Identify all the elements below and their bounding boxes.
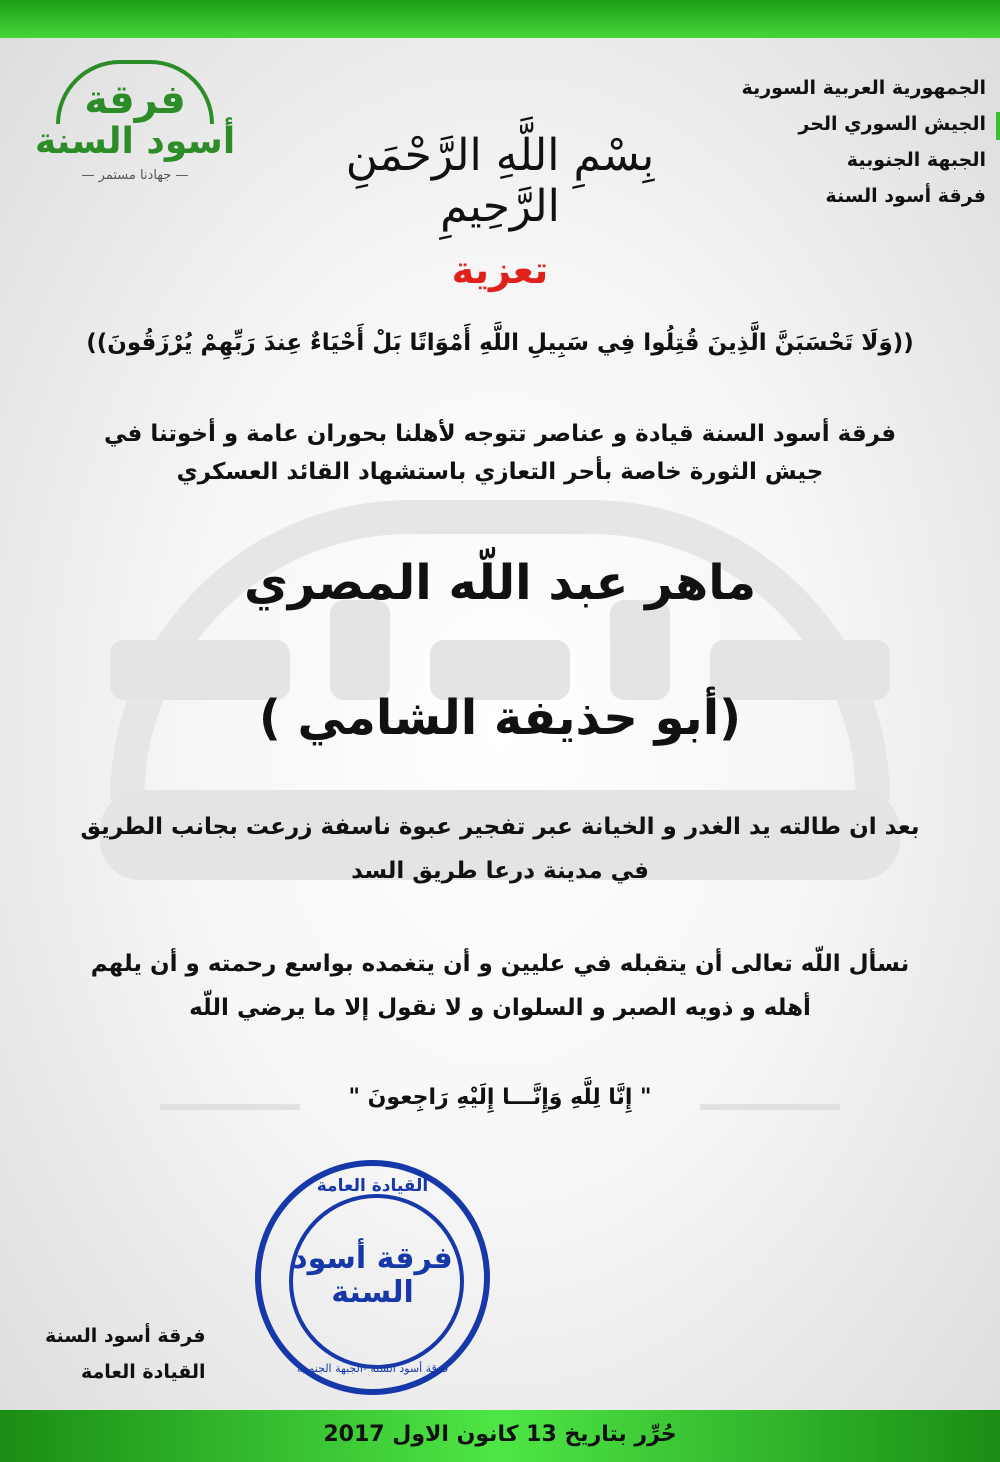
closing-quote: " إِنَّا لِلَّهِ وَإِنَّـــا إِلَيْهِ رَاجِعونَ "	[348, 1085, 652, 1110]
issue-date: حُرِّر بتاريخ 13 كانون الاول 2017	[323, 1422, 677, 1447]
accent-bar	[996, 112, 1000, 140]
paragraph-1	[30, 415, 970, 491]
logo-slogan: — جهادنا مستمر —	[81, 168, 189, 183]
stamp-top-text: القيادة العامة	[316, 1176, 429, 1196]
text-line: بعد ان طالته يد الغدر و الخيانة عبر تفجير عبوة ناسفة زرعت بجانب الطريق	[80, 814, 920, 840]
header-line: الجيش السوري الحر	[798, 113, 986, 135]
signature-block	[45, 1318, 206, 1390]
header-block	[742, 70, 986, 214]
text-line: في مدينة درعا طريق السد	[351, 858, 649, 884]
martyr-name: ماهر عبد اللّه المصري	[243, 555, 757, 611]
stamp-middle-text: فرقة أسود السنة	[292, 1241, 453, 1310]
text-line: نسأل اللّه تعالى أن يتقبله في عليين و أن يتغمده بواسع رحمته و أن يلهم	[90, 951, 910, 977]
header-line: الجبهة الجنوبية	[846, 149, 986, 171]
signature-line: فرقة أسود السنة	[45, 1325, 206, 1347]
header-line: الجمهورية العربية السورية	[741, 77, 986, 99]
logo-line1: فرقة	[84, 77, 186, 123]
paragraph-2	[30, 805, 970, 893]
watermark-shape	[610, 600, 670, 700]
text-line: جيش الثورة خاصة بأحر التعازي باستشهاد القائد العسكري	[176, 459, 824, 485]
official-stamp	[255, 1160, 490, 1395]
logo-line2: أسود السنة	[34, 121, 236, 162]
text-line: فرقة أسود السنة قيادة و عناصر تتوجه لأهلنا بحوران عامة و أخوتنا في	[103, 421, 897, 447]
organization-logo	[30, 60, 240, 183]
header-line: فرقة أسود السنة	[825, 185, 986, 207]
quran-verse: ((وَلَا تَحْسَبَنَّ الَّذِينَ قُتِلُوا فِي سَبِيلِ اللَّهِ أَمْوَاتًا بَلْ أَحْيَاءٌ عِندَ رَبِّهِمْ يُرْزَقُونَ))	[86, 330, 914, 356]
page-title: تعزية	[451, 248, 549, 292]
text-line: أهله و ذويه الصبر و السلوان و لا نقول إلا ما يرضي اللّه	[189, 995, 811, 1021]
watermark-shape	[330, 600, 390, 700]
top-green-bar	[0, 0, 1000, 38]
paragraph-3	[30, 942, 970, 1030]
martyr-kunya: (أبو حذيفة الشامي )	[258, 690, 742, 746]
signature-line: القيادة العامة	[80, 1361, 206, 1383]
stamp-bottom-text: فرقة أسود السنة -الجبهة الجنوبية	[296, 1362, 449, 1375]
basmala: بِسْمِ اللَّهِ الرَّحْمَنِ الرَّحِيمِ	[345, 130, 655, 232]
